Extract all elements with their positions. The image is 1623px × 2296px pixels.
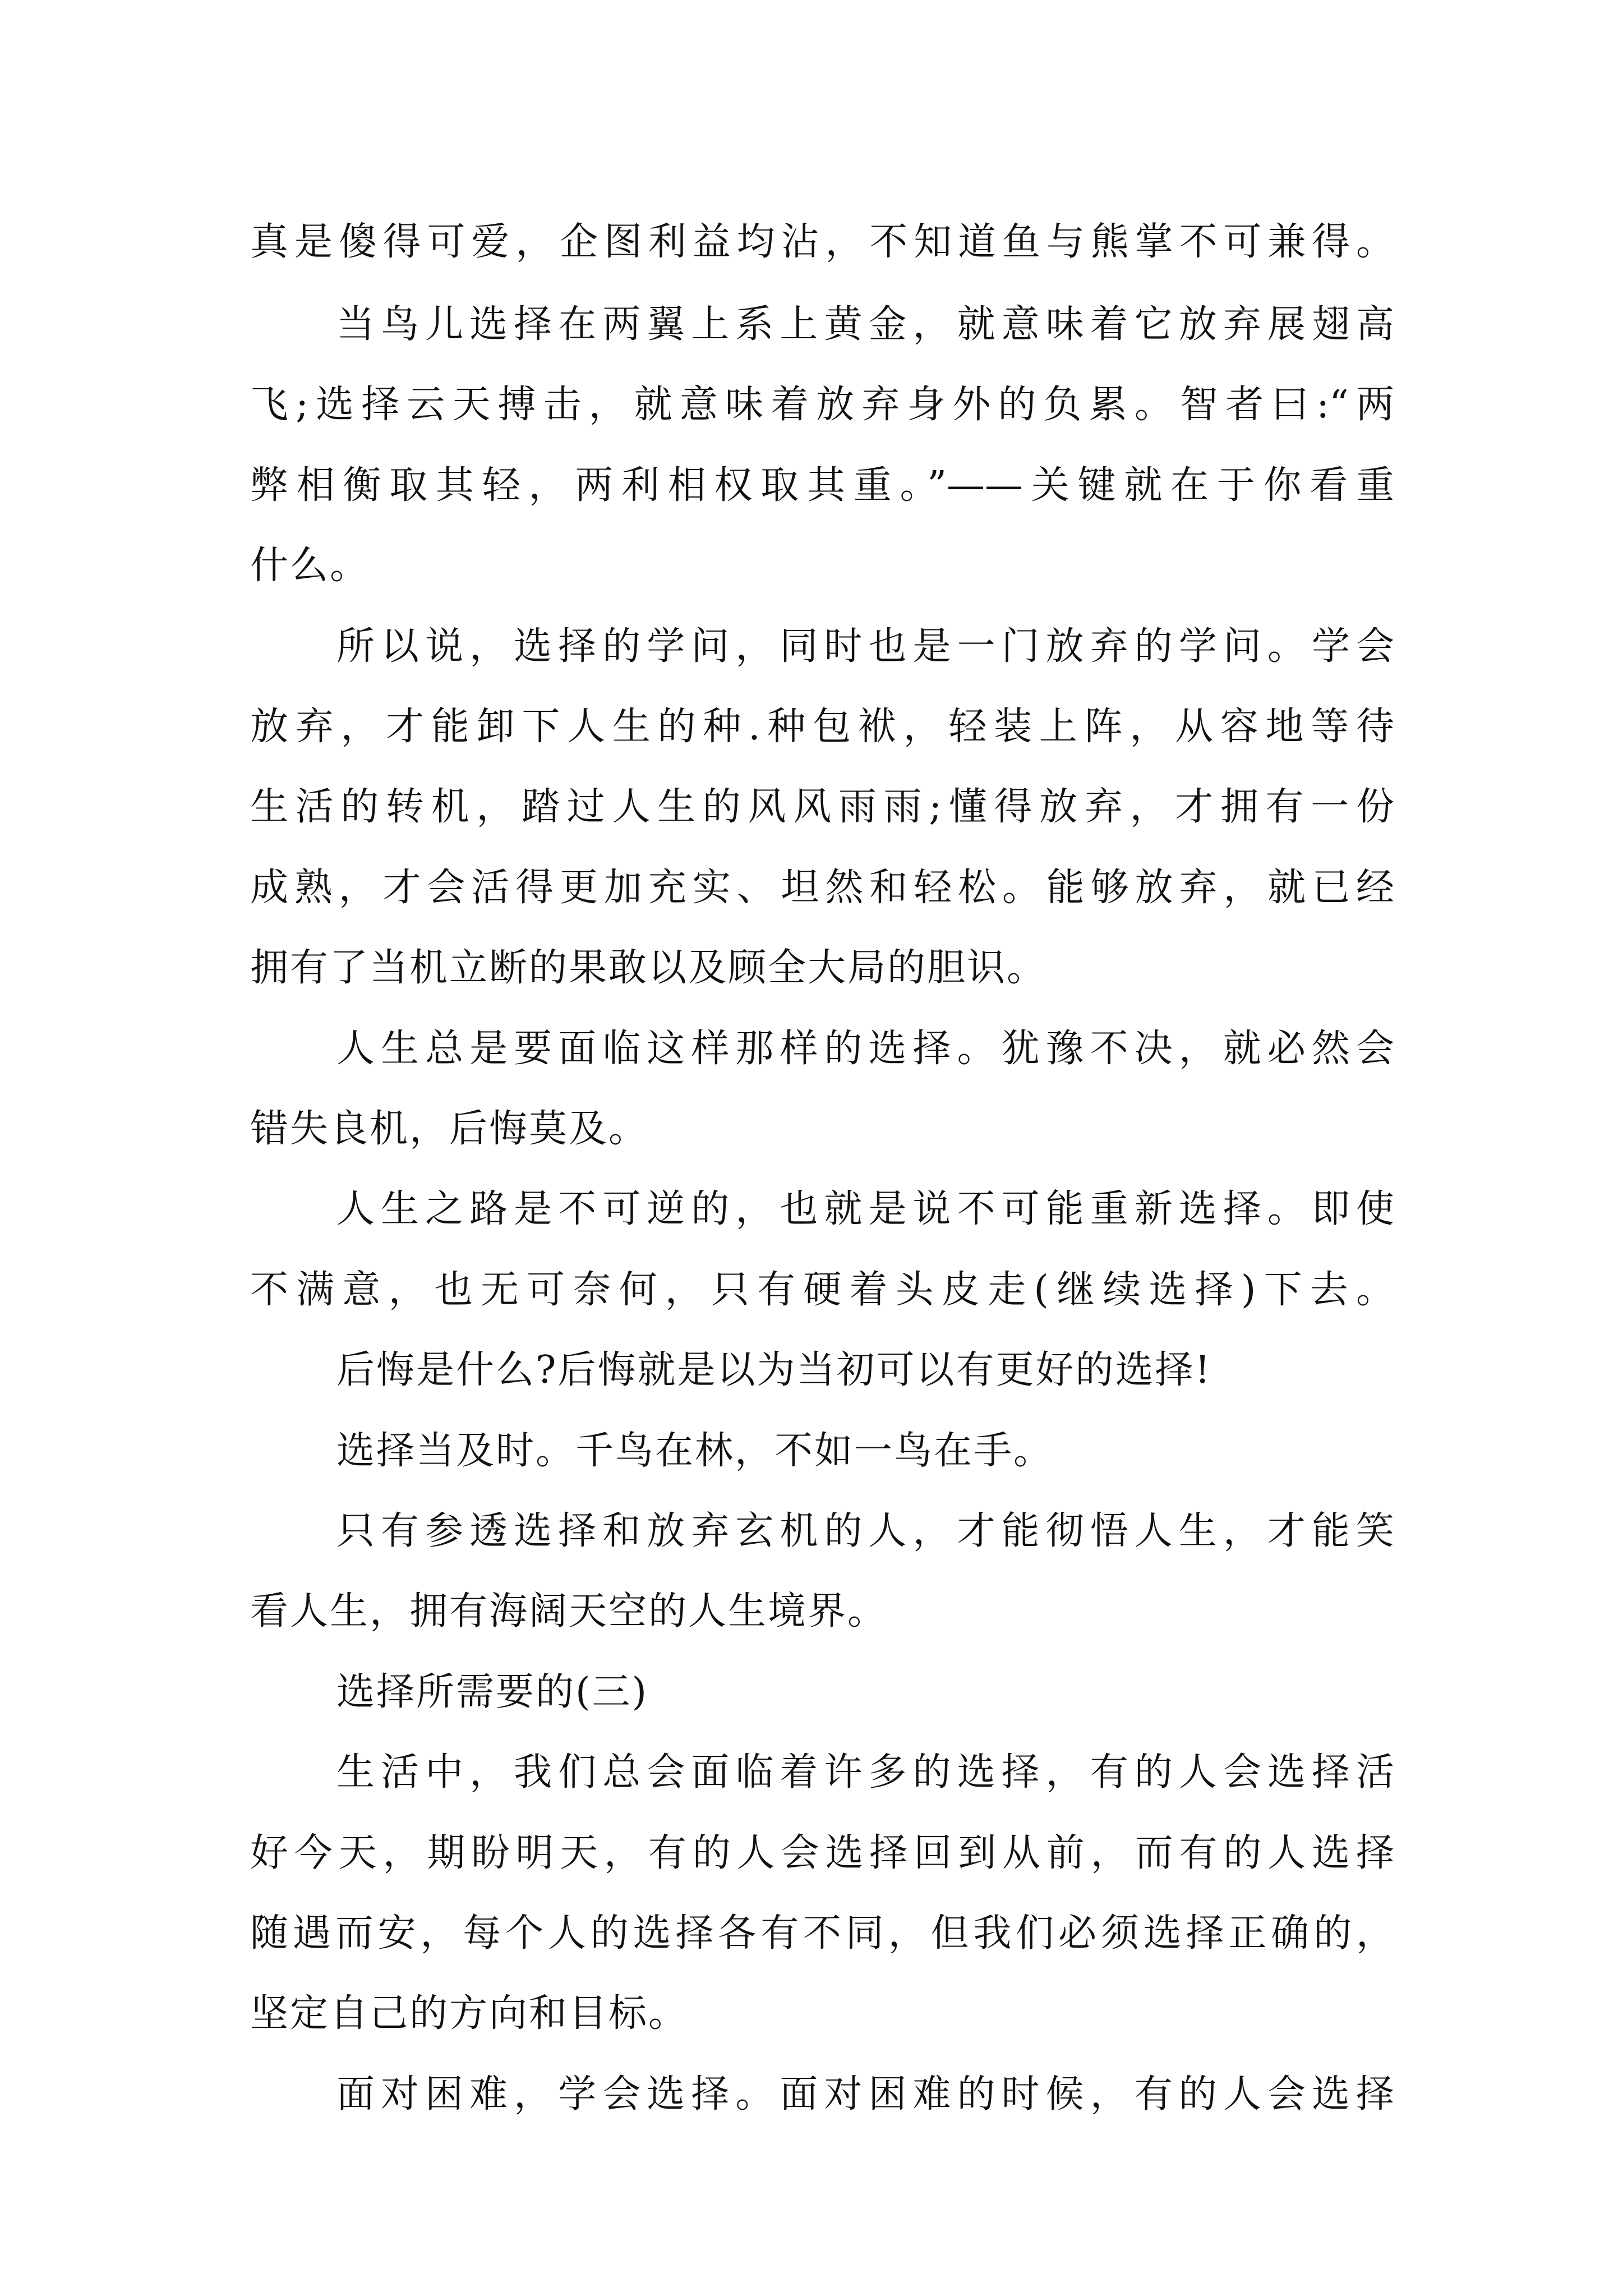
- text-line-6: 所以说，选择的学问，同时也是一门放弃的学问。学会: [336, 624, 1394, 669]
- text-line-14: 不满意，也无可奈何，只有硬着头皮走(继续选择)下去。: [250, 1268, 1394, 1312]
- text-line-22: 随遇而安，每个人的选择各有不同，但我们必须选择正确的，: [250, 1911, 1394, 1955]
- text-line-20: 生活中，我们总会面临着许多的选择，有的人会选择活: [336, 1750, 1394, 1795]
- text-line-3: 飞;选择云天搏击，就意味着放弃身外的负累。智者曰:“两: [250, 383, 1394, 427]
- text-line-11: 人生总是要面临这样那样的选择。犹豫不决，就必然会: [336, 1027, 1394, 1071]
- text-line-24: 面对困难，学会选择。面对困难的时候，有的人会选择: [336, 2072, 1394, 2116]
- text-line-16: 选择当及时。千鸟在林，不如一鸟在手。: [336, 1429, 1054, 1473]
- text-line-2: 当鸟儿选择在两翼上系上黄金，就意味着它放弃展翅高: [336, 302, 1394, 347]
- text-line-7: 放弃，才能卸下人生的种.种包袱，轻装上阵，从容地等待: [250, 705, 1394, 749]
- text-line-17: 只有参透选择和放弃玄机的人，才能彻悟人生，才能笑: [336, 1509, 1394, 1553]
- text-line-13: 人生之路是不可逆的，也就是说不可能重新选择。即使: [336, 1187, 1394, 1231]
- text-line-21: 好今天，期盼明天，有的人会选择回到从前，而有的人选择: [250, 1831, 1394, 1875]
- text-line-10: 拥有了当机立断的果敢以及顾全大局的胆识。: [250, 946, 1047, 990]
- text-line-9: 成熟，才会活得更加充实、坦然和轻松。能够放弃，就已经: [250, 866, 1394, 910]
- section-heading: 选择所需要的(三): [336, 1670, 649, 1714]
- text-line-15: 后悔是什么?后悔就是以为当初可以有更好的选择!: [336, 1348, 1212, 1392]
- text-line-4: 弊相衡取其轻，两利相权取其重。”——关键就在于你看重: [250, 463, 1394, 508]
- text-line-8: 生活的转机，踏过人生的风风雨雨;懂得放弃，才拥有一份: [250, 785, 1394, 829]
- text-line-5: 什么。: [250, 544, 370, 588]
- text-line-23: 坚定自己的方向和目标。: [250, 1991, 689, 2036]
- text-line-12: 错失良机，后悔莫及。: [250, 1107, 649, 1151]
- text-line-18: 看人生，拥有海阔天空的人生境界。: [250, 1589, 888, 1634]
- text-line-1: 真是傻得可爱，企图利益均沾，不知道鱼与熊掌不可兼得。: [250, 220, 1394, 264]
